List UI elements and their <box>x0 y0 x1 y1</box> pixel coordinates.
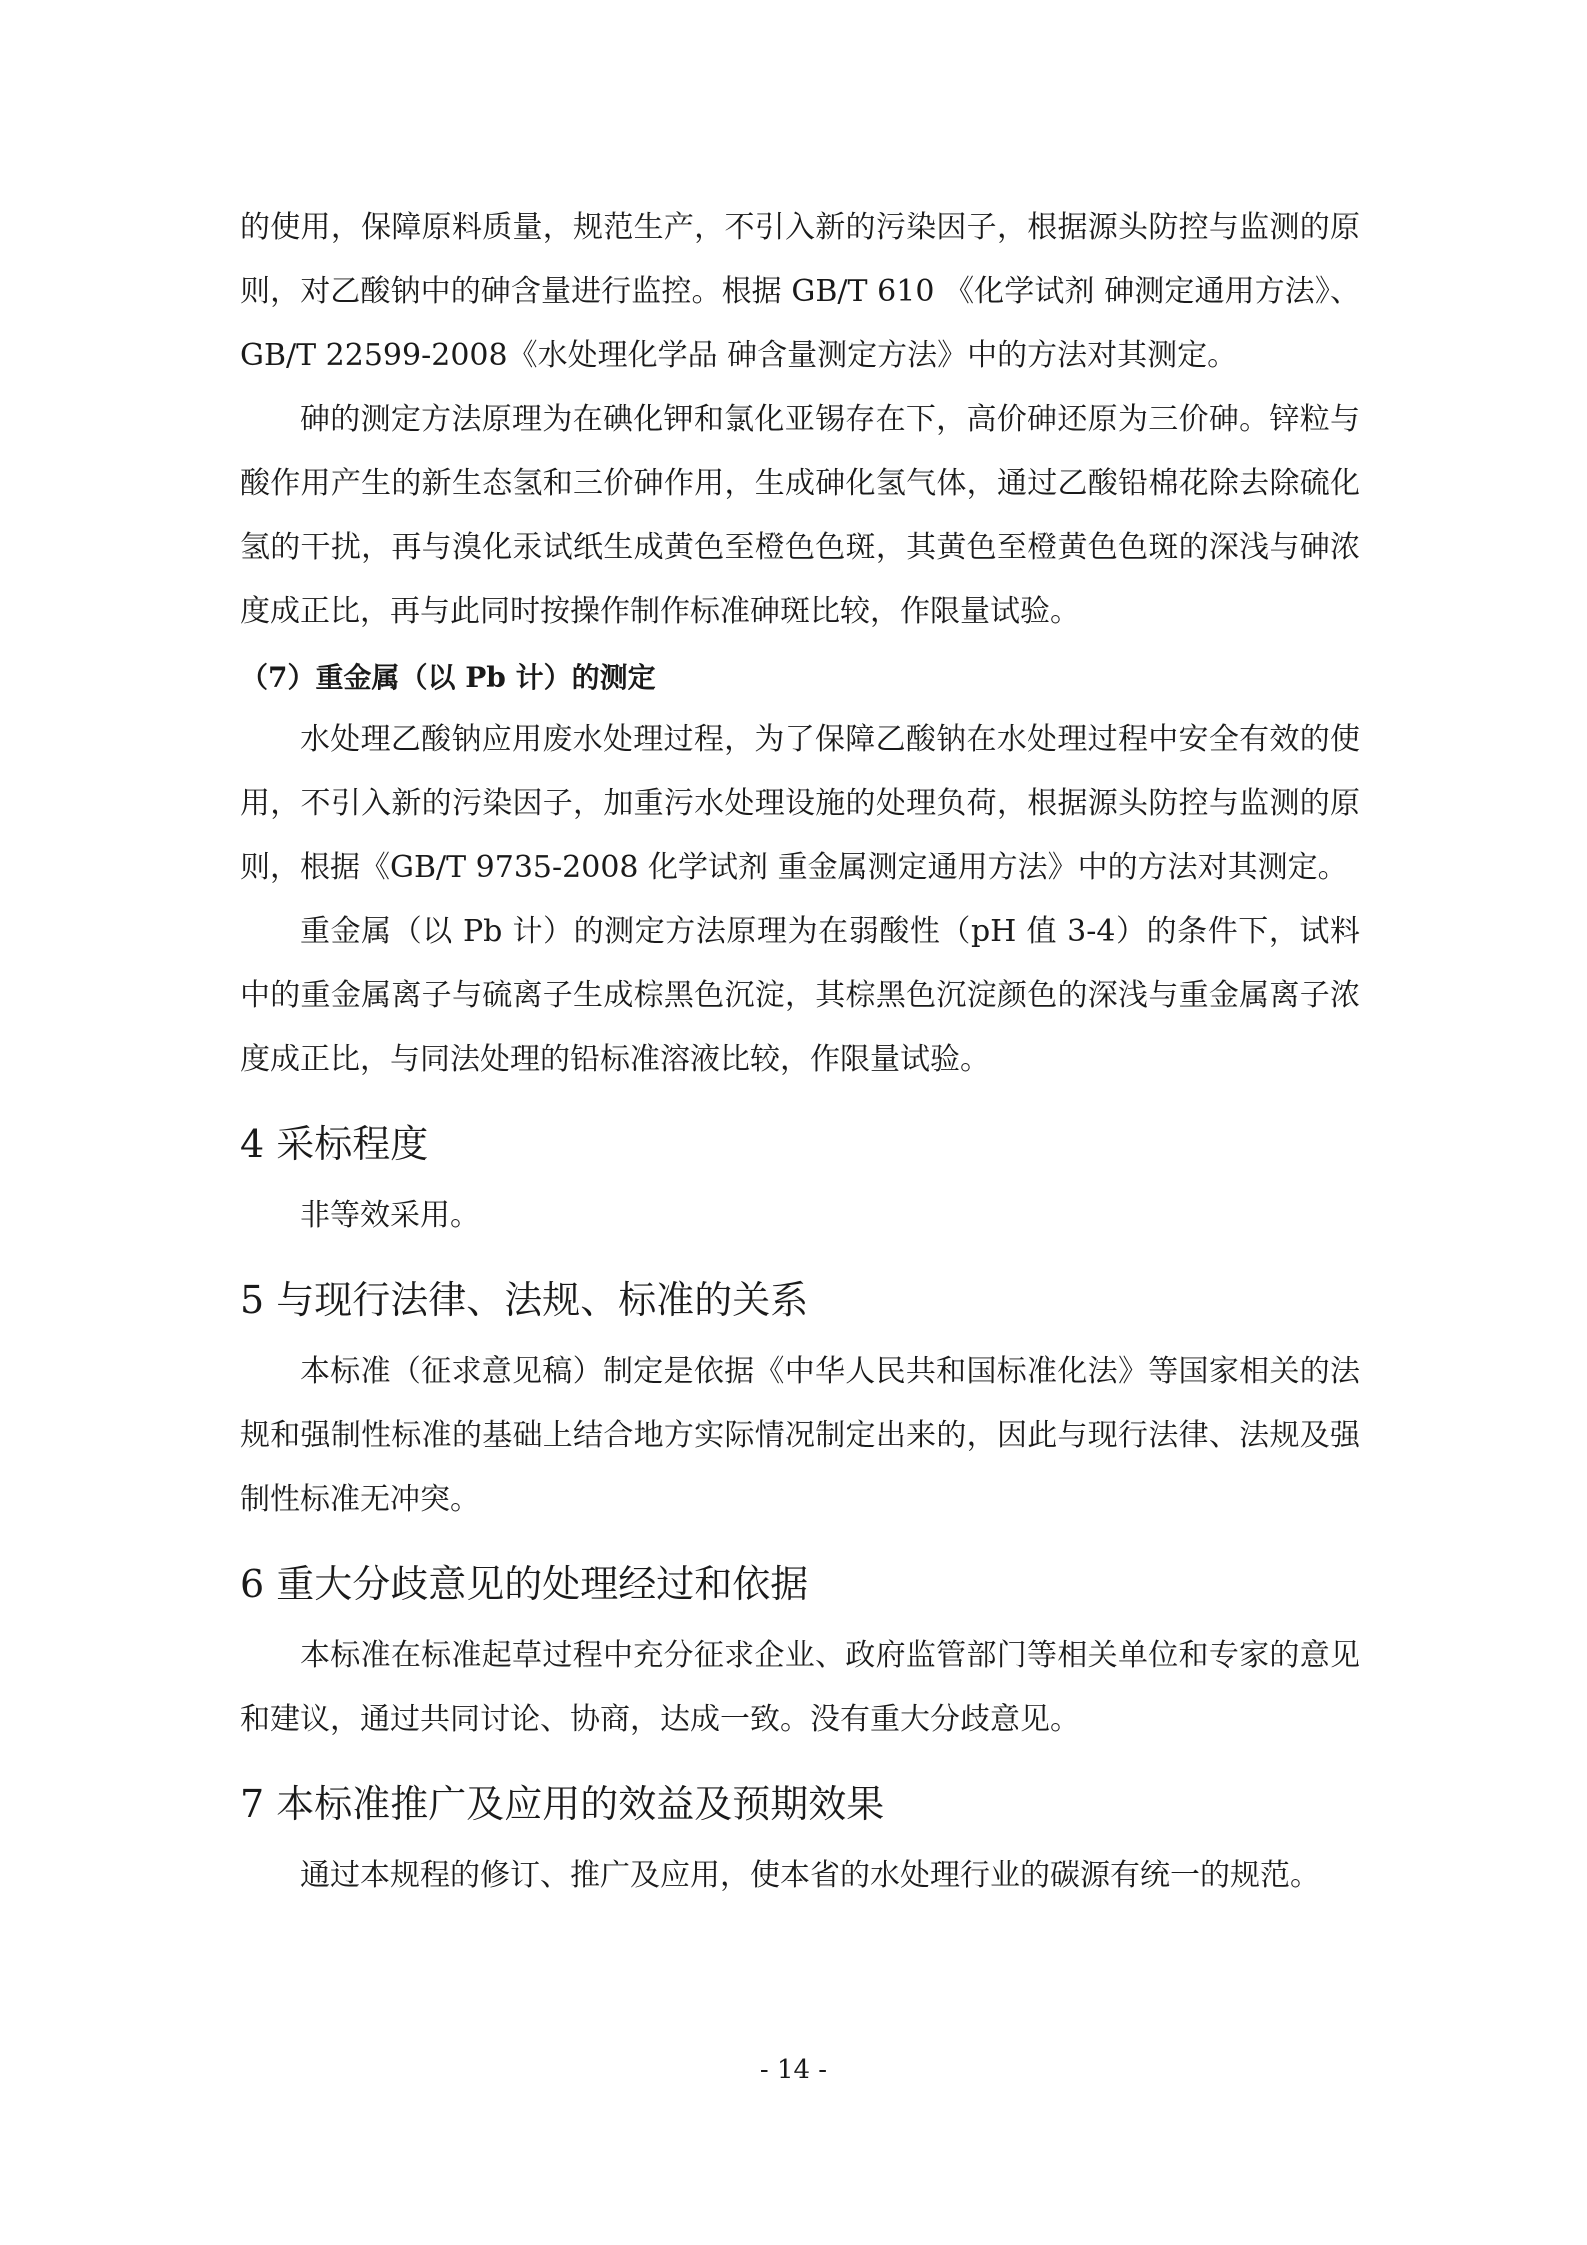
page-number: - 14 - <box>759 2055 828 2085</box>
section-heading-7: 7 本标准推广及应用的效益及预期效果 <box>240 1782 885 1826</box>
section-heading-5: 5 与现行法律、法规、标准的关系 <box>240 1278 809 1322</box>
paragraph-section-5: 本标准（征求意见稿）制定是依据《中华人民共和国标准化法》等国家相关的法规和强制性标准的基础上结合地方实际情况制定出来的，因此与现行法律、法规及强制性标准无冲突。 <box>240 1354 1360 1517</box>
document-body <box>240 196 1360 1908</box>
paragraph-heavy-metals-principle: 重金属（以 Pb 计）的测定方法原理为在弱酸性（pH 值 3-4）的条件下，试料中的重金属离子与硫离子生成棕黑色沉淀，其棕黑色沉淀颜色的深浅与重金属离子浓度成正比，与同法处理的铅标准溶液比较，作限量试验。 <box>240 914 1360 1077</box>
paragraph-section-4: 非等效采用。 <box>300 1198 480 1233</box>
paragraph-arsenic-principle: 砷的测定方法原理为在碘化钾和氯化亚锡存在下，高价砷还原为三价砷。锌粒与酸作用产生的新生态氢和三价砷作用，生成砷化氢气体，通过乙酸铅棉花除去除硫化氢的干扰，再与溴化汞试纸生成黄色至橙色色斑，其黄色至橙黄色色斑的深浅与砷浓度成正比，再与此同时按操作制作标准砷斑比较，作限量试验。 <box>240 402 1360 629</box>
paragraph-heavy-metals-intro: 水处理乙酸钠应用废水处理过程，为了保障乙酸钠在水处理过程中安全有效的使用，不引入新的污染因子，加重污水处理设施的处理负荷，根据源头防控与监测的原则，根据《GB/T 9735-2008 化学试剂 重金属测定通用方法》中的方法对其测定。 <box>240 722 1360 885</box>
section-heading-4: 4 采标程度 <box>240 1122 429 1166</box>
paragraph-section-6: 本标准在标准起草过程中充分征求企业、政府监管部门等相关单位和专家的意见和建议，通过共同讨论、协商，达成一致。没有重大分歧意见。 <box>240 1638 1360 1737</box>
subheading-heavy-metals: （7）重金属（以 Pb 计）的测定 <box>240 661 656 694</box>
section-heading-6: 6 重大分歧意见的处理经过和依据 <box>240 1562 809 1606</box>
paragraph-arsenic-intro: 的使用，保障原料质量，规范生产，不引入新的污染因子，根据源头防控与监测的原则，对乙酸钠中的砷含量进行监控。根据 GB/T 610 《化学试剂 砷测定通用方法》、 GB/T 22599-2008《水处理化学品 砷含量测定方法》中的方法对其测定。 <box>240 210 1360 373</box>
paragraph-section-7: 通过本规程的修订、推广及应用，使本省的水处理行业的碳源有统一的规范。 <box>300 1858 1320 1893</box>
